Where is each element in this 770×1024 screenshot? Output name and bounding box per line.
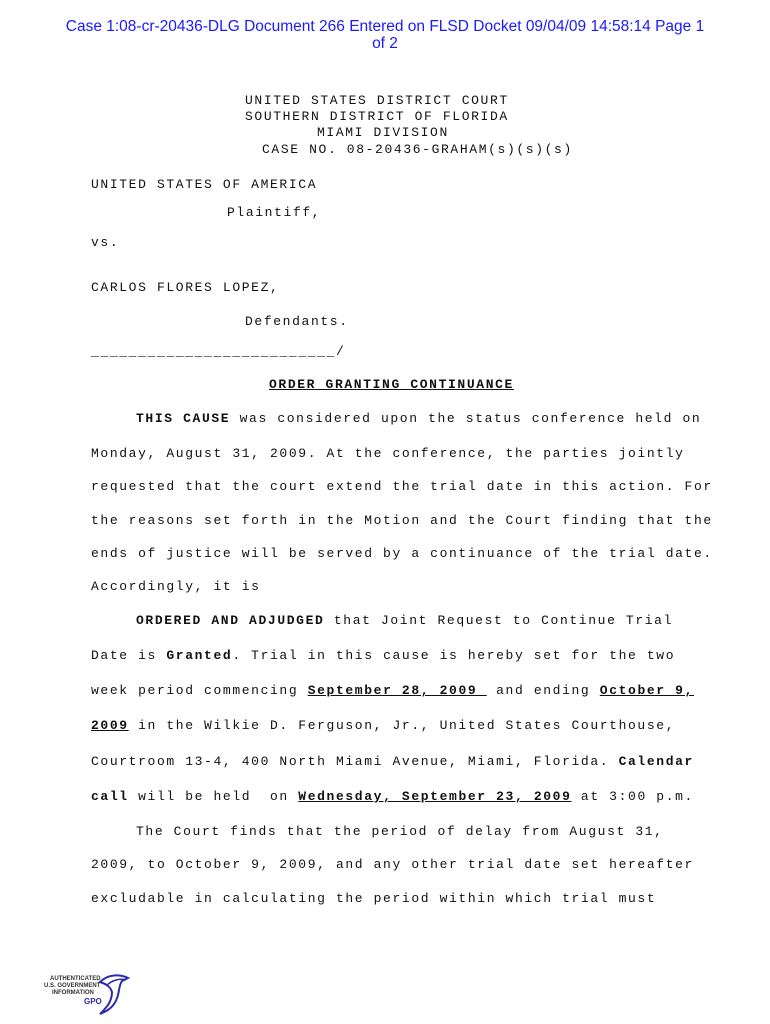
- logo-brand: GPO: [84, 997, 102, 1006]
- body-line: ends of justice will be served by a continuance of the trial date.: [91, 546, 713, 561]
- docket-stamp-line-1: Case 1:08-cr-20436-DLG Document 266 Entered on FLSD Docket 09/04/09 14:58:14 Page 1: [65, 18, 705, 35]
- body-line: 2009, to October 9, 2009, and any other trial date set hereafter: [91, 857, 694, 872]
- body-line: [91, 718, 675, 734]
- order-title: ORDER GRANTING CONTINUANCE: [269, 377, 514, 392]
- plaintiff-role: Plaintiff,: [227, 205, 322, 220]
- court-name: UNITED STATES DISTRICT COURT: [245, 93, 509, 108]
- body-line: The Court finds that the period of delay from August 31,: [136, 824, 664, 839]
- text: Date is: [91, 648, 167, 663]
- bold-text: THIS CAUSE: [136, 411, 231, 426]
- logo-text: U.S. GOVERNMENT: [44, 983, 101, 989]
- court-district: SOUTHERN DISTRICT OF FLORIDA: [245, 109, 509, 124]
- court-division: MIAMI DIVISION: [317, 125, 449, 140]
- bold-text: ORDERED AND ADJUDGED: [136, 613, 325, 628]
- logo-text: INFORMATION: [52, 990, 94, 996]
- body-line: [91, 683, 694, 699]
- versus: vs.: [91, 235, 120, 250]
- text: was considered upon the status conference held on: [230, 411, 702, 426]
- body-line: excludable in calculating the period within which trial must: [91, 891, 657, 906]
- body-line: [136, 411, 701, 427]
- text: week period commencing: [91, 683, 308, 698]
- body-line: [91, 754, 694, 770]
- text: at 3:00 p.m.: [571, 789, 694, 804]
- text: that Joint Request to Continue Trial: [324, 613, 674, 628]
- body-line: [136, 613, 673, 629]
- caption-rule: __________________________/: [91, 344, 346, 359]
- text: will be held on: [128, 789, 299, 804]
- gpo-authentication-logo: [44, 972, 134, 1016]
- body-line: [91, 648, 675, 664]
- text: Courtroom 13-4, 400 North Miami Avenue, Miami, Florida.: [91, 754, 619, 769]
- trial-start-date: September 28, 2009: [307, 683, 487, 698]
- calendar-call-date: Wednesday, September 23, 2009: [298, 789, 572, 804]
- logo-text: AUTHENTICATED: [50, 976, 101, 982]
- body-line: [91, 789, 694, 805]
- body-line: the reasons set forth in the Motion and the Court finding that the: [91, 513, 713, 528]
- case-number: CASE NO. 08-20436-GRAHAM(s)(s)(s): [262, 142, 573, 157]
- docket-stamp-line-2: of 2: [372, 35, 398, 52]
- defendant-name: CARLOS FLORES LOPEZ,: [91, 280, 280, 295]
- trial-end-date: October 9,: [599, 683, 694, 698]
- eagle-icon: [96, 972, 132, 1016]
- text: and ending: [486, 683, 600, 698]
- trial-end-year: 2009: [91, 718, 129, 733]
- defendant-role: Defendants.: [245, 314, 349, 329]
- body-line: Accordingly, it is: [91, 579, 261, 594]
- bold-text: Granted: [166, 648, 233, 663]
- bold-text: Calendar: [618, 754, 694, 769]
- text: in the Wilkie D. Ferguson, Jr., United States Courthouse,: [128, 718, 676, 733]
- bold-text: call: [91, 789, 129, 804]
- body-line: requested that the court extend the trial date in this action. For: [91, 479, 713, 494]
- text: . Trial in this cause is hereby set for the two: [232, 648, 676, 663]
- plaintiff-name: UNITED STATES OF AMERICA: [91, 177, 318, 192]
- body-line: Monday, August 31, 2009. At the conference, the parties jointly: [91, 446, 685, 461]
